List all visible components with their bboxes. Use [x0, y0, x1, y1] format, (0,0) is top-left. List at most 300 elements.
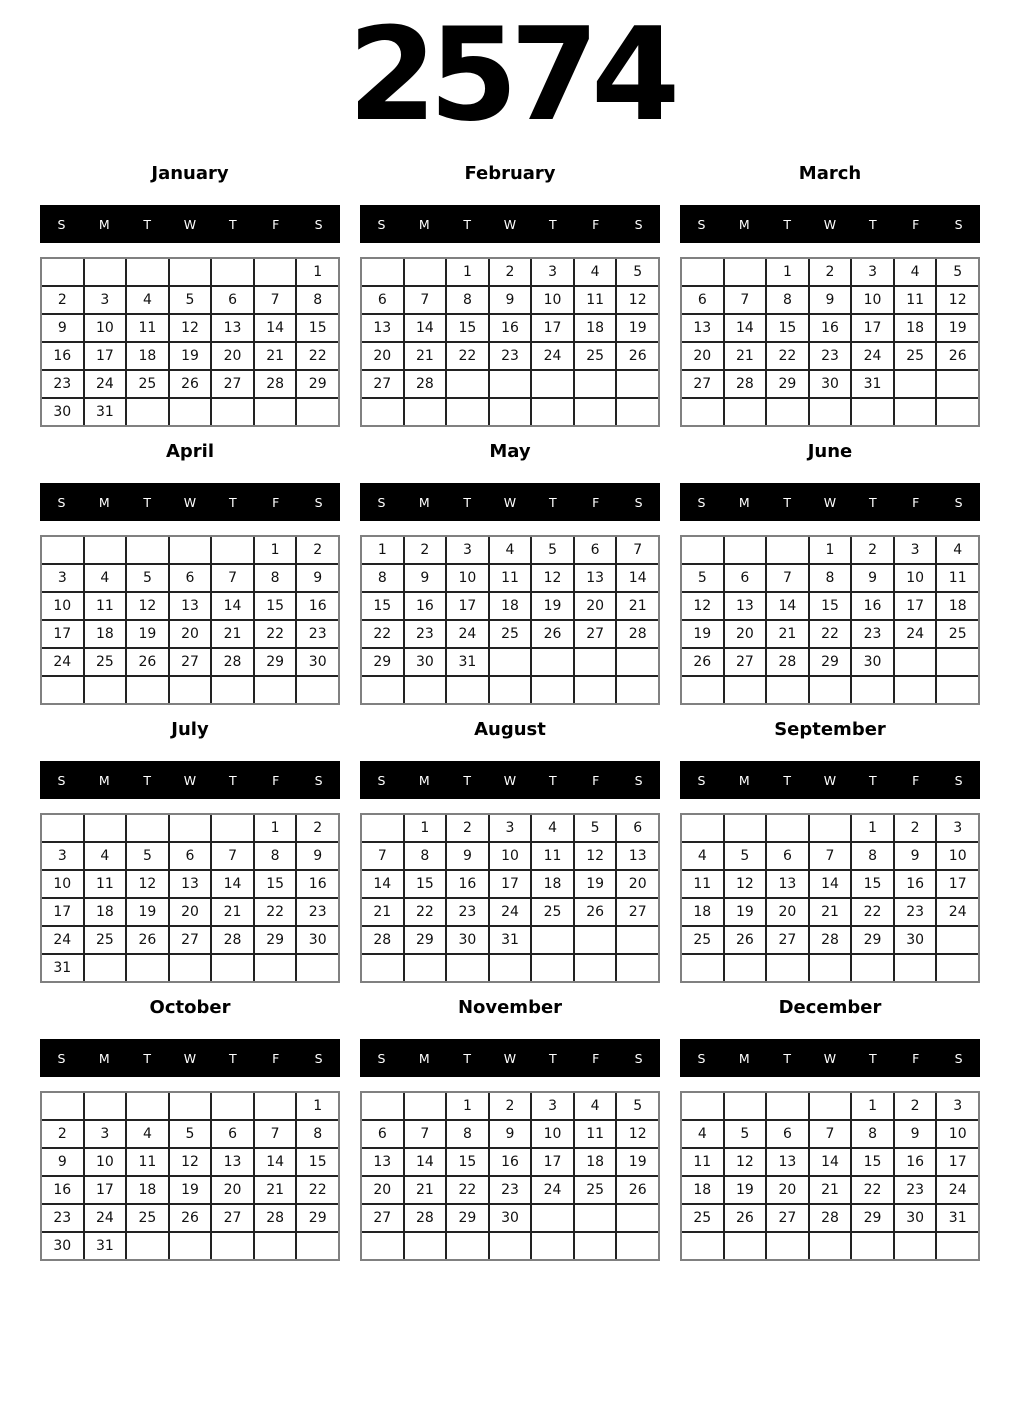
day-cell: 10 [447, 565, 488, 591]
day-cell: 21 [617, 593, 658, 619]
weekday-label: M [418, 216, 430, 232]
day-cell: 24 [85, 1205, 126, 1231]
weekday-label: W [823, 494, 837, 510]
month-block [360, 987, 660, 1265]
day-cell: 1 [255, 537, 296, 563]
day-cell: 5 [532, 537, 573, 563]
day-cell: 21 [405, 1177, 446, 1203]
weekday-label: S [634, 216, 643, 232]
empty-day-cell [532, 1205, 573, 1231]
day-cell: 27 [767, 1205, 808, 1231]
weekday-label: S [377, 772, 386, 788]
day-cell: 12 [682, 593, 723, 619]
empty-day-cell [170, 677, 211, 703]
day-cell: 6 [362, 1121, 403, 1147]
weekday-label: W [503, 1050, 517, 1066]
day-cell: 3 [895, 537, 936, 563]
day-cell: 7 [255, 287, 296, 313]
day-cell: 15 [447, 1149, 488, 1175]
empty-day-cell [127, 399, 168, 425]
day-cell: 17 [895, 593, 936, 619]
day-cell: 1 [852, 815, 893, 841]
day-cell: 24 [490, 899, 531, 925]
day-cell: 18 [895, 315, 936, 341]
weekday-label: S [57, 772, 66, 788]
empty-day-cell [255, 259, 296, 285]
empty-day-cell [85, 677, 126, 703]
day-cell: 22 [810, 621, 851, 647]
day-cell: 6 [170, 843, 211, 869]
weekday-label: S [314, 494, 323, 510]
empty-day-cell [405, 955, 446, 981]
weekday-label: S [954, 772, 963, 788]
day-cell: 18 [127, 343, 168, 369]
empty-day-cell [617, 927, 658, 953]
day-cell: 6 [725, 565, 766, 591]
empty-day-cell [255, 399, 296, 425]
month-day-grid [40, 535, 340, 705]
day-cell: 2 [852, 537, 893, 563]
day-cell: 2 [490, 259, 531, 285]
day-cell: 3 [490, 815, 531, 841]
day-cell: 8 [447, 1121, 488, 1147]
empty-day-cell [895, 1233, 936, 1259]
day-cell: 26 [725, 1205, 766, 1231]
day-cell: 12 [617, 1121, 658, 1147]
empty-day-cell [532, 399, 573, 425]
empty-day-cell [682, 955, 723, 981]
empty-day-cell [575, 371, 616, 397]
empty-day-cell [937, 927, 978, 953]
day-cell: 4 [895, 259, 936, 285]
month-name: March [798, 162, 862, 184]
weekday-label: T [229, 494, 237, 510]
empty-day-cell [767, 815, 808, 841]
day-cell: 14 [405, 1149, 446, 1175]
empty-day-cell [127, 955, 168, 981]
day-cell: 4 [682, 1121, 723, 1147]
day-cell: 16 [297, 593, 338, 619]
day-cell: 11 [895, 287, 936, 313]
empty-day-cell [42, 537, 83, 563]
weekday-label: W [183, 1050, 197, 1066]
day-cell: 7 [405, 1121, 446, 1147]
day-cell: 17 [490, 871, 531, 897]
empty-day-cell [170, 1233, 211, 1259]
day-cell: 13 [212, 315, 253, 341]
empty-day-cell [810, 1233, 851, 1259]
day-cell: 31 [937, 1205, 978, 1231]
weekday-label: W [823, 216, 837, 232]
empty-day-cell [895, 371, 936, 397]
day-cell: 26 [682, 649, 723, 675]
day-cell: 29 [852, 927, 893, 953]
day-cell: 7 [362, 843, 403, 869]
weekday-label: T [143, 494, 151, 510]
weekday-label: T [869, 772, 877, 788]
weekday-label: M [738, 494, 750, 510]
weekday-label: S [697, 216, 706, 232]
empty-day-cell [170, 259, 211, 285]
empty-day-cell [212, 955, 253, 981]
empty-day-cell [810, 955, 851, 981]
empty-day-cell [682, 399, 723, 425]
empty-day-cell [532, 677, 573, 703]
month-name: June [807, 440, 853, 462]
day-cell: 14 [810, 1149, 851, 1175]
day-cell: 11 [575, 287, 616, 313]
weekday-label: F [272, 216, 280, 232]
day-cell: 20 [212, 343, 253, 369]
day-cell: 27 [682, 371, 723, 397]
empty-day-cell [532, 955, 573, 981]
weekday-label: S [314, 216, 323, 232]
month-day-grid [360, 535, 660, 705]
empty-day-cell [682, 537, 723, 563]
day-cell: 31 [85, 1233, 126, 1259]
weekday-label: S [57, 1050, 66, 1066]
day-cell: 31 [447, 649, 488, 675]
day-cell: 4 [490, 537, 531, 563]
empty-day-cell [212, 259, 253, 285]
day-cell: 12 [532, 565, 573, 591]
day-cell: 6 [362, 287, 403, 313]
day-cell: 13 [767, 1149, 808, 1175]
empty-day-cell [490, 371, 531, 397]
day-cell: 1 [255, 815, 296, 841]
empty-day-cell [532, 927, 573, 953]
empty-day-cell [852, 399, 893, 425]
empty-day-cell [297, 677, 338, 703]
empty-day-cell [212, 1233, 253, 1259]
day-cell: 25 [127, 1205, 168, 1231]
empty-day-cell [725, 1233, 766, 1259]
weekday-label: T [463, 216, 471, 232]
month-block [40, 431, 340, 709]
empty-day-cell [405, 259, 446, 285]
empty-day-cell [85, 815, 126, 841]
day-cell: 23 [895, 899, 936, 925]
weekday-header-row [360, 483, 660, 521]
day-cell: 21 [405, 343, 446, 369]
weekday-label: F [272, 1050, 280, 1066]
day-cell: 25 [937, 621, 978, 647]
empty-day-cell [127, 537, 168, 563]
day-cell: 5 [127, 565, 168, 591]
month-block [680, 153, 980, 431]
day-cell: 11 [682, 871, 723, 897]
day-cell: 7 [725, 287, 766, 313]
empty-day-cell [767, 399, 808, 425]
empty-day-cell [725, 259, 766, 285]
day-cell: 20 [170, 899, 211, 925]
day-cell: 11 [937, 565, 978, 591]
day-cell: 15 [405, 871, 446, 897]
empty-day-cell [255, 677, 296, 703]
day-cell: 29 [810, 649, 851, 675]
weekday-label: F [592, 216, 600, 232]
weekday-label: T [143, 216, 151, 232]
day-cell: 28 [405, 1205, 446, 1231]
day-cell: 14 [212, 871, 253, 897]
day-cell: 28 [617, 621, 658, 647]
month-block [40, 987, 340, 1265]
empty-day-cell [362, 399, 403, 425]
weekday-header-row [680, 483, 980, 521]
day-cell: 30 [405, 649, 446, 675]
day-cell: 29 [255, 927, 296, 953]
weekday-label: W [183, 494, 197, 510]
day-cell: 9 [42, 315, 83, 341]
day-cell: 11 [127, 315, 168, 341]
day-cell: 13 [362, 1149, 403, 1175]
day-cell: 8 [362, 565, 403, 591]
empty-day-cell [617, 371, 658, 397]
day-cell: 9 [297, 565, 338, 591]
day-cell: 29 [405, 927, 446, 953]
month-day-grid [40, 1091, 340, 1261]
day-cell: 16 [297, 871, 338, 897]
day-cell: 4 [682, 843, 723, 869]
day-cell: 26 [127, 927, 168, 953]
weekday-label: F [912, 494, 920, 510]
month-name: February [464, 162, 556, 184]
day-cell: 26 [575, 899, 616, 925]
day-cell: 16 [852, 593, 893, 619]
day-cell: 27 [212, 371, 253, 397]
day-cell: 17 [447, 593, 488, 619]
empty-day-cell [810, 815, 851, 841]
empty-day-cell [255, 1093, 296, 1119]
empty-day-cell [767, 677, 808, 703]
empty-day-cell [362, 955, 403, 981]
empty-day-cell [575, 955, 616, 981]
day-cell: 9 [810, 287, 851, 313]
day-cell: 18 [575, 315, 616, 341]
weekday-label: T [143, 1050, 151, 1066]
day-cell: 13 [617, 843, 658, 869]
day-cell: 8 [767, 287, 808, 313]
day-cell: 20 [725, 621, 766, 647]
day-cell: 22 [447, 343, 488, 369]
day-cell: 30 [895, 1205, 936, 1231]
day-cell: 18 [682, 899, 723, 925]
day-cell: 24 [42, 649, 83, 675]
day-cell: 22 [297, 1177, 338, 1203]
day-cell: 7 [255, 1121, 296, 1147]
day-cell: 7 [405, 287, 446, 313]
weekday-label: F [272, 494, 280, 510]
day-cell: 11 [682, 1149, 723, 1175]
day-cell: 3 [937, 1093, 978, 1119]
day-cell: 19 [725, 1177, 766, 1203]
day-cell: 11 [575, 1121, 616, 1147]
weekday-label: T [783, 772, 791, 788]
empty-day-cell [895, 677, 936, 703]
empty-day-cell [447, 955, 488, 981]
day-cell: 27 [170, 649, 211, 675]
day-cell: 10 [532, 287, 573, 313]
month-name: July [171, 718, 209, 740]
empty-day-cell [447, 371, 488, 397]
day-cell: 22 [362, 621, 403, 647]
months-grid [0, 153, 1020, 1265]
empty-day-cell [212, 399, 253, 425]
weekday-label: T [229, 216, 237, 232]
day-cell: 25 [490, 621, 531, 647]
day-cell: 13 [170, 593, 211, 619]
day-cell: 3 [447, 537, 488, 563]
day-cell: 20 [767, 1177, 808, 1203]
empty-day-cell [85, 259, 126, 285]
day-cell: 15 [255, 593, 296, 619]
day-cell: 20 [362, 343, 403, 369]
weekday-label: T [143, 772, 151, 788]
month-name: September [774, 718, 886, 740]
day-cell: 27 [725, 649, 766, 675]
day-cell: 4 [532, 815, 573, 841]
empty-day-cell [937, 955, 978, 981]
day-cell: 12 [575, 843, 616, 869]
day-cell: 3 [532, 259, 573, 285]
day-cell: 10 [895, 565, 936, 591]
day-cell: 17 [937, 871, 978, 897]
day-cell: 16 [405, 593, 446, 619]
empty-day-cell [212, 1093, 253, 1119]
month-day-grid [360, 813, 660, 983]
day-cell: 25 [575, 1177, 616, 1203]
weekday-label: W [503, 772, 517, 788]
day-cell: 8 [852, 843, 893, 869]
empty-day-cell [362, 815, 403, 841]
day-cell: 22 [255, 621, 296, 647]
day-cell: 9 [447, 843, 488, 869]
empty-day-cell [447, 677, 488, 703]
day-cell: 24 [532, 343, 573, 369]
day-cell: 28 [405, 371, 446, 397]
day-cell: 9 [895, 843, 936, 869]
day-cell: 13 [362, 315, 403, 341]
day-cell: 30 [447, 927, 488, 953]
day-cell: 7 [810, 1121, 851, 1147]
empty-day-cell [767, 537, 808, 563]
day-cell: 20 [212, 1177, 253, 1203]
empty-day-cell [725, 677, 766, 703]
day-cell: 11 [127, 1149, 168, 1175]
empty-day-cell [682, 815, 723, 841]
day-cell: 12 [127, 871, 168, 897]
day-cell: 26 [617, 343, 658, 369]
day-cell: 21 [255, 1177, 296, 1203]
day-cell: 2 [42, 1121, 83, 1147]
day-cell: 19 [725, 899, 766, 925]
day-cell: 2 [490, 1093, 531, 1119]
weekday-label: S [377, 216, 386, 232]
day-cell: 19 [127, 899, 168, 925]
day-cell: 17 [42, 621, 83, 647]
day-cell: 16 [895, 871, 936, 897]
weekday-label: S [57, 216, 66, 232]
day-cell: 22 [767, 343, 808, 369]
weekday-label: F [592, 494, 600, 510]
day-cell: 5 [575, 815, 616, 841]
weekday-label: F [912, 1050, 920, 1066]
day-cell: 5 [170, 1121, 211, 1147]
month-day-grid [40, 257, 340, 427]
day-cell: 15 [297, 315, 338, 341]
weekday-label: M [738, 772, 750, 788]
day-cell: 15 [852, 871, 893, 897]
day-cell: 26 [725, 927, 766, 953]
day-cell: 31 [852, 371, 893, 397]
day-cell: 27 [212, 1205, 253, 1231]
weekday-label: W [503, 494, 517, 510]
month-block [360, 709, 660, 987]
empty-day-cell [532, 1233, 573, 1259]
empty-day-cell [127, 259, 168, 285]
empty-day-cell [85, 537, 126, 563]
empty-day-cell [725, 815, 766, 841]
month-name: April [165, 440, 215, 462]
day-cell: 29 [447, 1205, 488, 1231]
day-cell: 5 [725, 843, 766, 869]
empty-day-cell [810, 1093, 851, 1119]
day-cell: 28 [725, 371, 766, 397]
empty-day-cell [617, 649, 658, 675]
day-cell: 13 [170, 871, 211, 897]
day-cell: 28 [767, 649, 808, 675]
day-cell: 8 [447, 287, 488, 313]
empty-day-cell [85, 955, 126, 981]
empty-day-cell [575, 677, 616, 703]
day-cell: 15 [810, 593, 851, 619]
day-cell: 6 [617, 815, 658, 841]
day-cell: 24 [895, 621, 936, 647]
empty-day-cell [362, 259, 403, 285]
day-cell: 6 [575, 537, 616, 563]
empty-day-cell [937, 399, 978, 425]
weekday-label: M [418, 494, 430, 510]
empty-day-cell [405, 1233, 446, 1259]
day-cell: 18 [937, 593, 978, 619]
weekday-label: T [869, 216, 877, 232]
empty-day-cell [617, 1233, 658, 1259]
weekday-label: T [229, 772, 237, 788]
day-cell: 5 [725, 1121, 766, 1147]
day-cell: 12 [725, 1149, 766, 1175]
day-cell: 21 [255, 343, 296, 369]
day-cell: 14 [617, 565, 658, 591]
day-cell: 18 [85, 899, 126, 925]
day-cell: 3 [937, 815, 978, 841]
day-cell: 6 [767, 843, 808, 869]
day-cell: 5 [170, 287, 211, 313]
day-cell: 14 [212, 593, 253, 619]
day-cell: 16 [447, 871, 488, 897]
weekday-header-row [360, 1039, 660, 1077]
day-cell: 14 [810, 871, 851, 897]
day-cell: 8 [297, 287, 338, 313]
empty-day-cell [852, 955, 893, 981]
day-cell: 1 [810, 537, 851, 563]
empty-day-cell [255, 1233, 296, 1259]
day-cell: 6 [767, 1121, 808, 1147]
day-cell: 8 [297, 1121, 338, 1147]
empty-day-cell [127, 677, 168, 703]
weekday-label: S [314, 772, 323, 788]
day-cell: 10 [85, 1149, 126, 1175]
day-cell: 17 [532, 315, 573, 341]
